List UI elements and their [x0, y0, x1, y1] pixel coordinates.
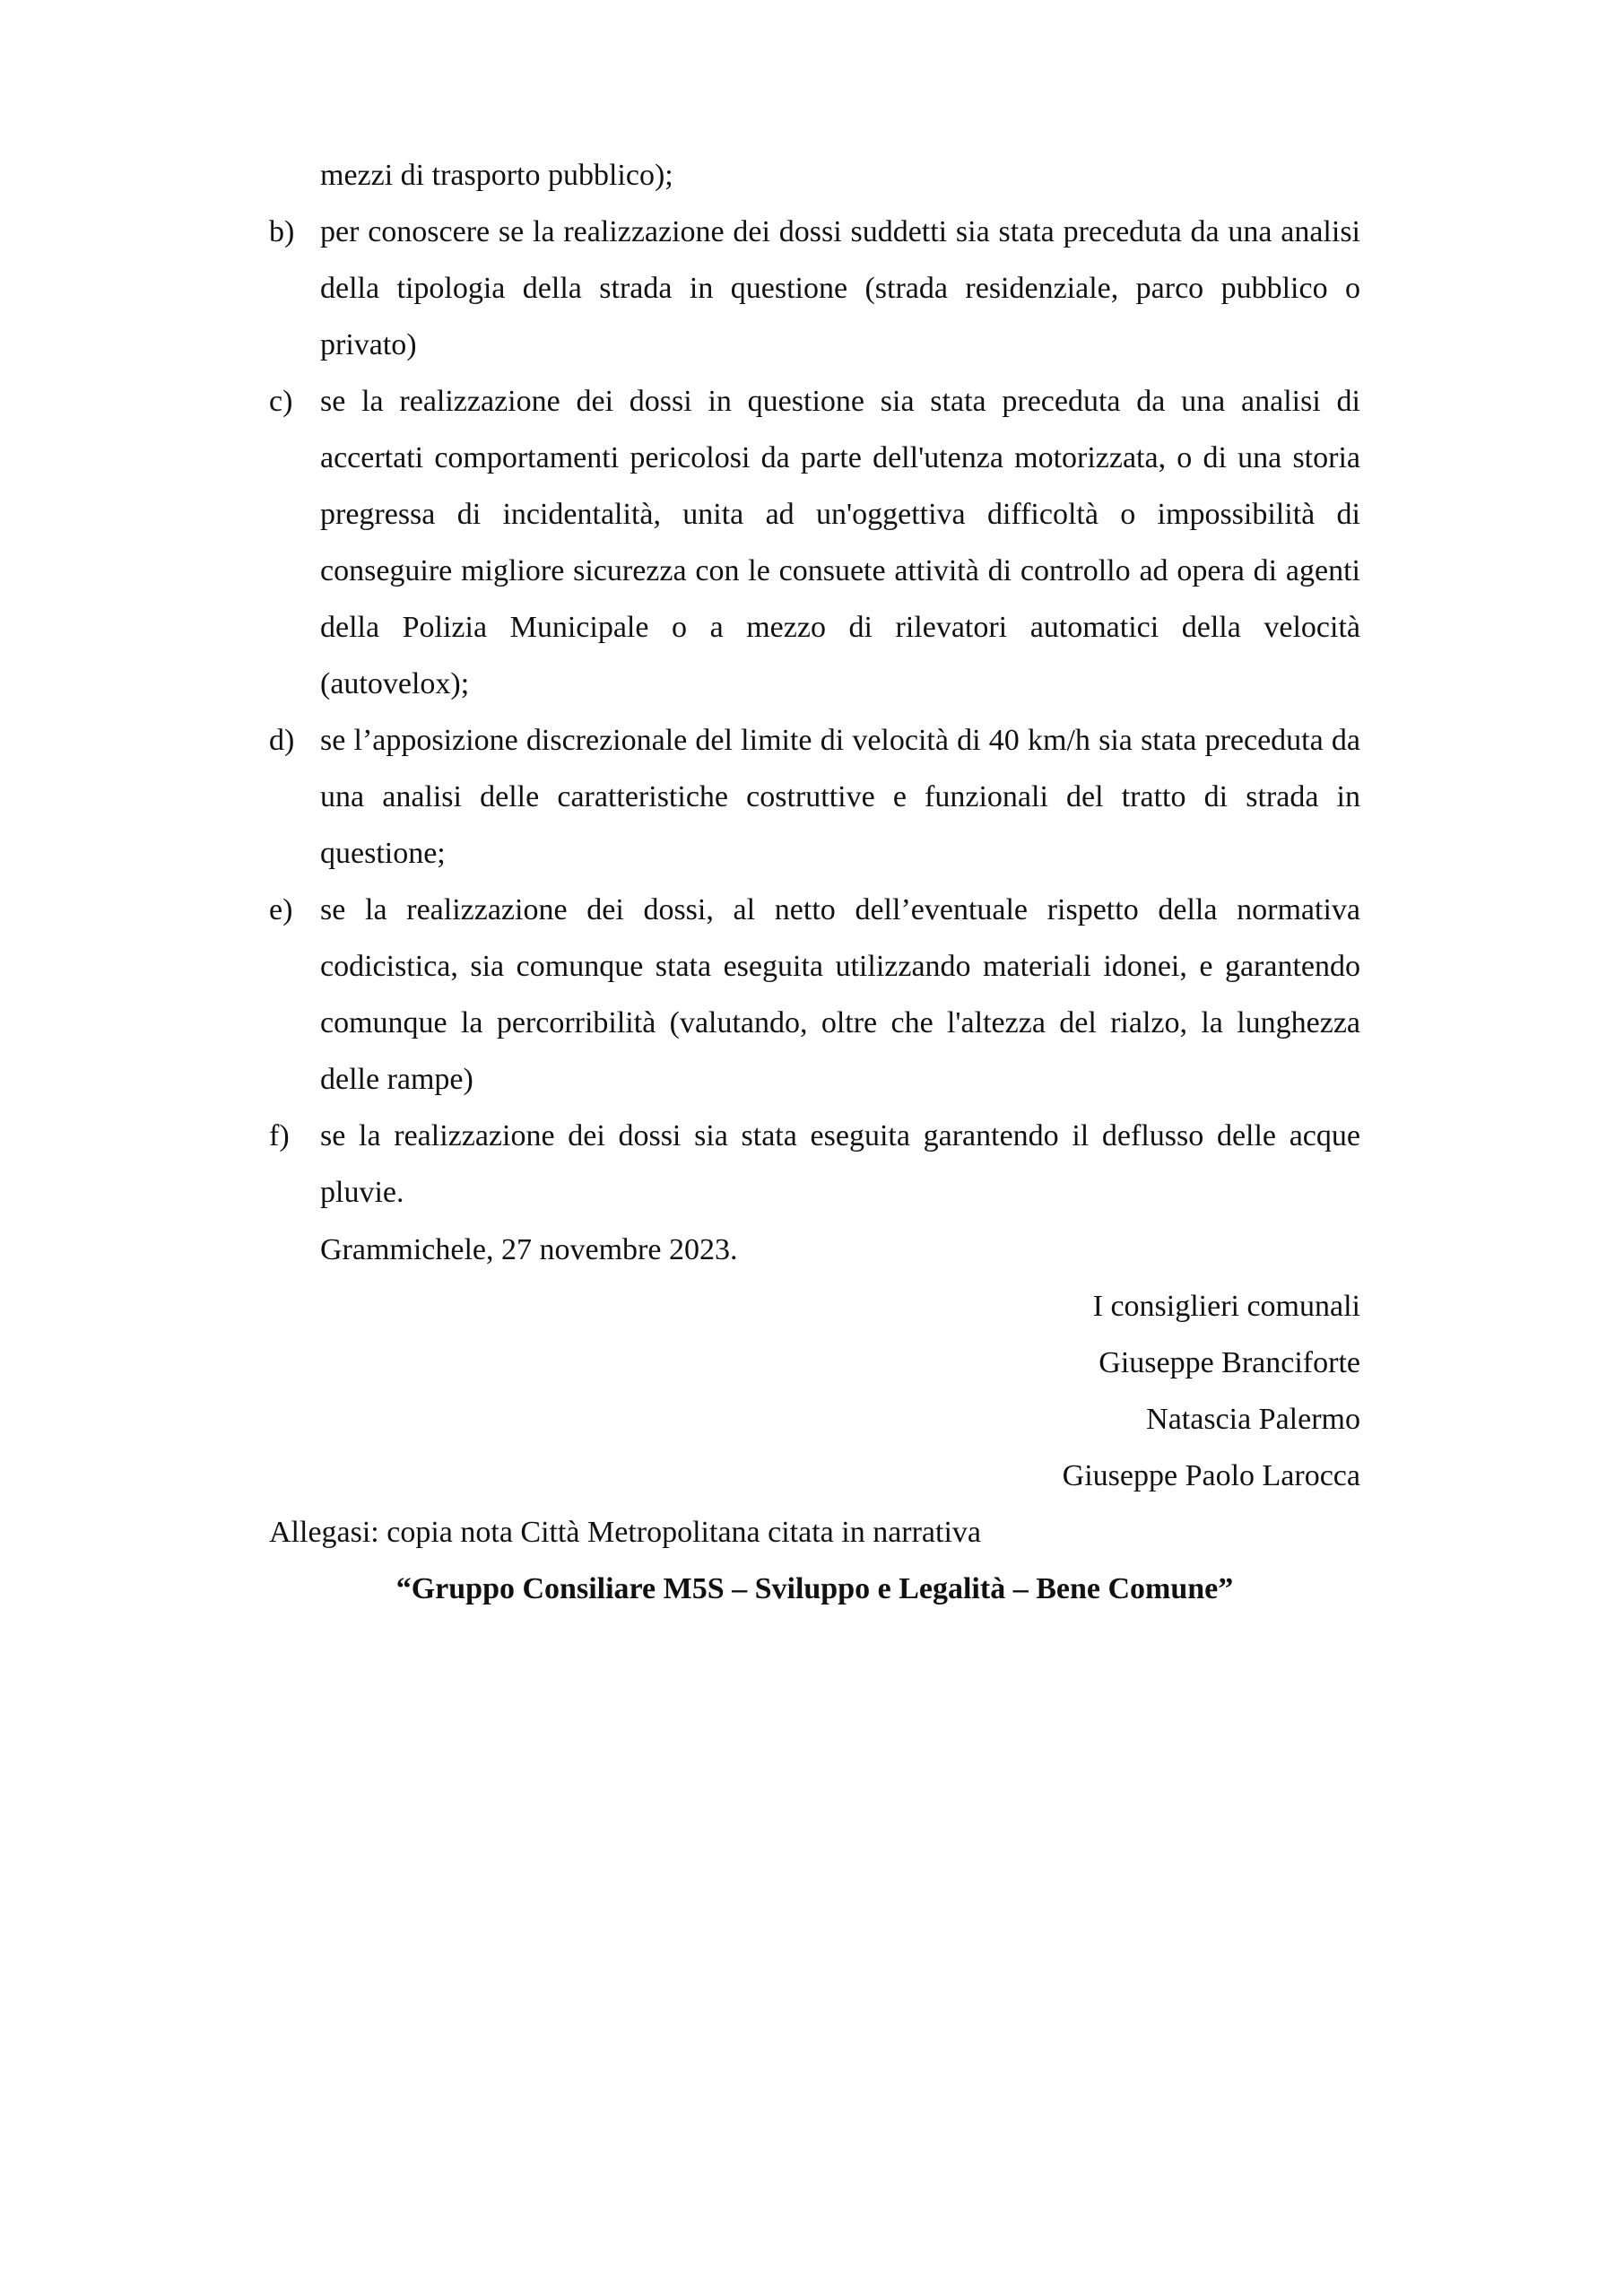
list-item-text: se l’apposizione discrezionale del limite di velocità di 40 km/h sia stata preceduta da una analisi delle caratteristiche costruttive e funzionali del tratto di strada in questione; — [320, 724, 1360, 870]
list-item-letter: f) — [269, 1119, 290, 1152]
continuation-text: mezzi di trasporto pubblico); — [320, 159, 673, 192]
list-item-d — [269, 712, 1360, 882]
attachments-note: Allegasi: copia nota Città Metropolitana citata in narrativa — [269, 1516, 982, 1549]
signature-heading: I consiglieri comunali — [1092, 1290, 1360, 1323]
list-item-text: se la realizzazione dei dossi, al netto dell’eventuale rispetto della normativa codicistica, sia comunque stata eseguita utilizzando materiali idonei, e garantendo comunque la percorribilità (valutando, oltre che l'altezza del rialzo, la lunghezza delle rampe) — [320, 893, 1360, 1096]
list-item-letter: b) — [269, 215, 295, 248]
signature-name: Giuseppe Branciforte — [1099, 1346, 1360, 1379]
signature-name: Giuseppe Paolo Larocca — [1062, 1459, 1360, 1492]
list-item-letter: d) — [269, 724, 295, 757]
list-item-text: se la realizzazione dei dossi in questione sia stata preceduta da una analisi di accertati comportamenti pericolosi da parte dell'utenza motorizzata, o di una storia pregressa di incidentalità, unita ad un'oggettiva difficoltà o impossibilità di conseguire migliore sicurezza con le consuete attività di controllo ad opera di agenti della Polizia Municipale o a mezzo di rilevatori automatici della velocità (autovelox); — [320, 385, 1360, 700]
list-item-b — [269, 204, 1360, 373]
list-item-e — [269, 882, 1360, 1108]
list-item-c — [269, 373, 1360, 712]
group-name: “Gruppo Consiliare M5S – Sviluppo e Legalità – Bene Comune” — [395, 1572, 1234, 1605]
list-item-text: se la realizzazione dei dossi sia stata eseguita garantendo il deflusso delle acque pluvie. — [320, 1119, 1360, 1209]
question-list — [269, 204, 1360, 1221]
signature-name: Natascia Palermo — [1146, 1403, 1360, 1436]
list-item-letter: c) — [269, 385, 293, 418]
date-line: Grammichele, 27 novembre 2023. — [320, 1233, 738, 1266]
signature-block — [1063, 1278, 1360, 1504]
list-item-letter: e) — [269, 893, 293, 926]
list-item-text: per conoscere se la realizzazione dei dossi suddetti sia stata preceduta da una analisi della tipologia della strada in questione (strada residenziale, parco pubblico o privato) — [320, 215, 1360, 361]
list-item-f — [269, 1108, 1360, 1221]
